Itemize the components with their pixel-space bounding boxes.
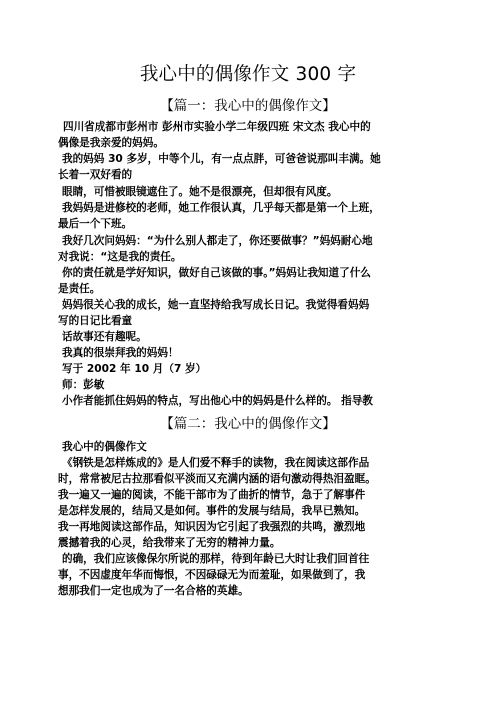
paragraph-line: 写于 2002 年 10 月（7 岁） xyxy=(62,363,207,375)
paragraph-line: 我妈妈是进修校的老师，她工作很认真，几乎每天都是第一个上班， xyxy=(62,202,380,214)
paragraph-line: 时，常常被尼古拉那看似平淡而又充满内涵的语句激动得热泪盈眶。 xyxy=(58,473,376,485)
paragraph-line: 你的责任就是学好知识，做好自己该做的事。”妈妈让我知道了什么 xyxy=(62,267,371,279)
paragraph-line: 我一遍又一遍的阅读，不能干部市为了曲折的情节，急于了解事件 xyxy=(58,489,366,501)
paragraph-line: 《钢铁是怎样炼成的》是人们爱不释手的读物，我在阅读这部作品 xyxy=(62,457,370,469)
paragraph-line: 长着一双好看的 xyxy=(58,169,133,181)
paragraph-line: 我的妈妈 30 多岁，中等个儿，有一点点胖，可爸爸说那叫丰满。她 xyxy=(62,153,381,165)
paragraph-line: 是责任。 xyxy=(58,283,101,295)
paragraph-line: 想那我们一定也成为了一名合格的英雄。 xyxy=(58,585,249,597)
paragraph-line: 我好几次问妈妈：“为什么别人都走了，你还要做事？”妈妈耐心地 xyxy=(62,235,373,247)
document-title: 我心中的偶像作文 300 字 xyxy=(139,64,357,85)
section-heading-1: 【篇一：我心中的偶像作文】 xyxy=(160,98,336,114)
paragraph-line: 妈妈很关心我的成长，她一直坚持给我写成长日记。我觉得看妈妈 xyxy=(62,299,370,311)
paragraph-line: 我心中的偶像作文 xyxy=(62,441,147,453)
paragraph-line: 最后一个下班。 xyxy=(58,218,133,230)
paragraph-line: 师：彭敏 xyxy=(62,379,105,391)
paragraph-line: 我真的很崇拜我的妈妈！ xyxy=(62,347,179,359)
paragraph-line: 话故事还有趣呢。 xyxy=(62,331,147,343)
paragraph-line: 的确，我们应该像保尔所说的那样，待到年龄已大时让我们回首往 xyxy=(62,553,370,565)
paragraph-line: 事，不因虚度年华而悔恨，不因碌碌无为而羞耻，如果做到了，我 xyxy=(58,569,366,581)
paragraph-line: 对我说：“这是我的责任。 xyxy=(58,251,182,263)
paragraph-line: 眼睛，可惜被眼镜遮住了。她不是很漂亮，但却很有风度。 xyxy=(62,186,338,198)
paragraph-line: 小作者能抓住妈妈的特点，写出他心中的妈妈是什么样的。 指导教 xyxy=(62,395,373,407)
paragraph-line: 震撼着我的心灵，给我带来了无穷的精神力量。 xyxy=(58,537,281,549)
paragraph-line: 四川省成都市彭州市 彭州市实验小学二年级四班 宋文杰 我心中的 xyxy=(63,121,371,133)
paragraph-line: 偶像是我亲爱的妈妈。 xyxy=(58,137,164,149)
paragraph-line: 写的日记比看童 xyxy=(58,315,133,327)
section-heading-2: 【篇二：我心中的偶像作文】 xyxy=(160,416,336,432)
paragraph-line: 我一再地阅读这部作品，知识因为它引起了我强烈的共鸣，激烈地 xyxy=(58,521,366,533)
paragraph-line: 是怎样发展的，结局又是如何。事件的发展与结局，我早已熟知。 xyxy=(58,505,366,517)
